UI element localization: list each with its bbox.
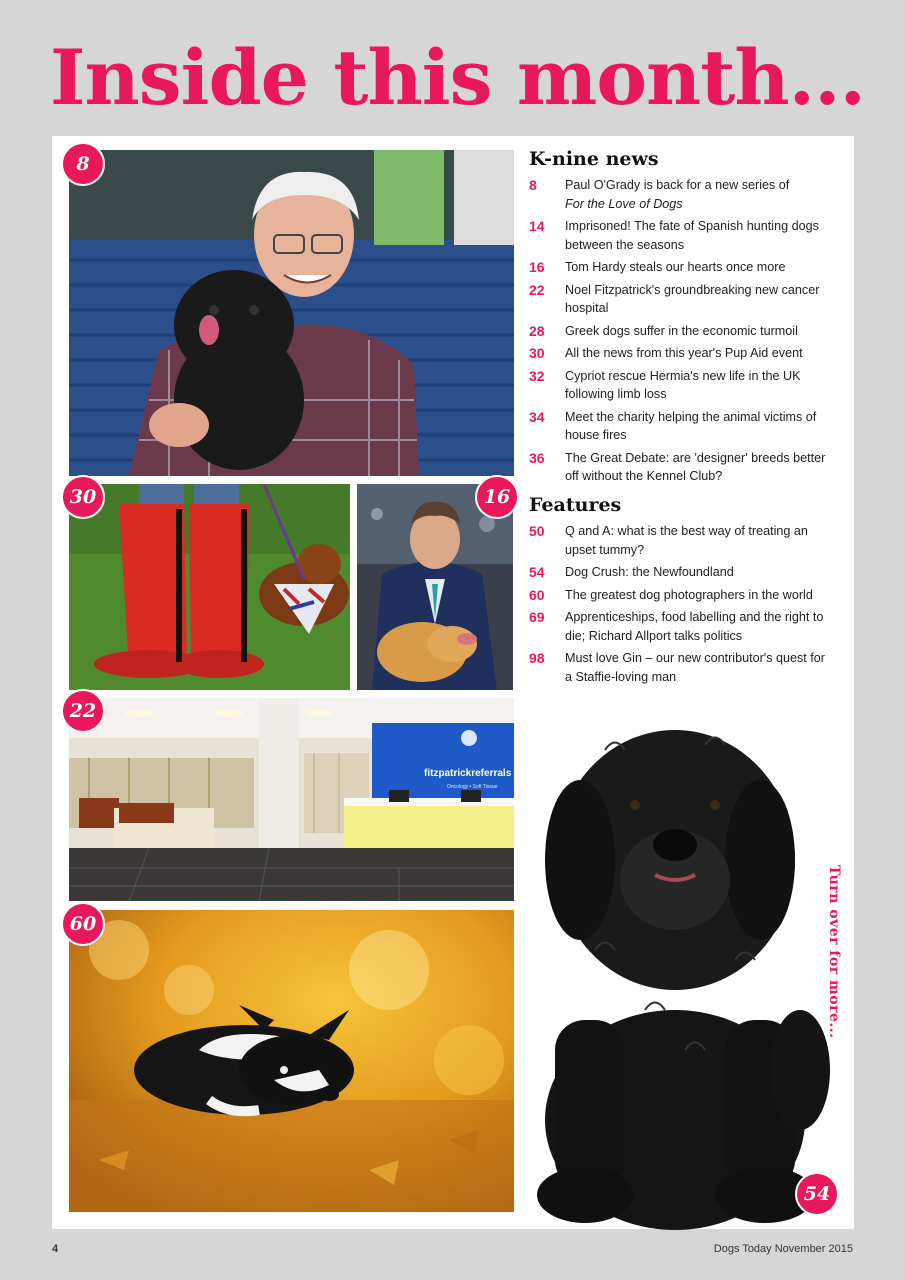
- features-list: [529, 522, 829, 690]
- list-item[interactable]: [529, 449, 829, 486]
- knine-news-list: [529, 176, 829, 490]
- item-text: Apprenticeships, food labelling and the right to die; Richard Allport talks politics: [565, 610, 824, 643]
- item-page: 16: [529, 259, 545, 275]
- item-page: 50: [529, 523, 545, 539]
- item-page: 69: [529, 609, 545, 625]
- item-text: Dog Crush: the Newfoundland: [565, 565, 734, 579]
- item-text: Noel Fitzpatrick's groundbreaking new cancer hospital: [565, 282, 820, 315]
- item-text: Must love Gin – our new contributor's quest for a Staffie-loving man: [565, 651, 825, 684]
- item-text: All the news from this year's Pup Aid event: [565, 346, 803, 360]
- photo-newfoundland-puppy: [515, 690, 845, 1230]
- item-page: 22: [529, 281, 545, 298]
- item-text: Tom Hardy steals our hearts once more: [565, 260, 786, 274]
- list-item[interactable]: [529, 522, 829, 559]
- turn-over-prompt: Turn over for more...: [826, 865, 842, 1039]
- page-badge-30[interactable]: 30: [61, 475, 105, 519]
- section-title-features: Features: [529, 494, 622, 516]
- list-item[interactable]: [529, 367, 829, 404]
- list-item[interactable]: [529, 217, 829, 254]
- item-text: Q and A: what is the best way of treating an upset tummy?: [565, 524, 808, 557]
- item-page: 8: [529, 177, 537, 193]
- footer-page-number: 4: [52, 1243, 59, 1255]
- list-item[interactable]: [529, 563, 829, 582]
- photo-dachshund-wellies: [69, 484, 350, 690]
- item-page: 32: [529, 367, 545, 384]
- item-page: 54: [529, 564, 545, 580]
- page-badge-16[interactable]: 16: [475, 475, 519, 519]
- photo-paul-ogrady-pug: [69, 150, 514, 476]
- clinic-sign-tagline: Oncology • Soft Tissue: [447, 784, 498, 790]
- photo-fitzpatrick-clinic: [69, 698, 514, 901]
- item-text: The Great Debate: are 'designer' breeds better off without the Kennel Club?: [565, 450, 826, 483]
- item-text: The greatest dog photographers in the world: [565, 587, 813, 602]
- list-item[interactable]: [529, 258, 829, 277]
- page-badge-22[interactable]: 22: [61, 689, 105, 733]
- page-badge-8[interactable]: 8: [61, 142, 105, 186]
- item-text: Paul O'Grady is back for a new series of: [565, 178, 790, 192]
- page-headline: Inside this month...: [50, 33, 865, 122]
- page-badge-54[interactable]: 54: [795, 1172, 839, 1216]
- item-text: Cypriot rescue Hermia's new life in the UK following limb loss: [565, 368, 801, 401]
- item-page: 98: [529, 650, 545, 666]
- item-page: 34: [529, 408, 545, 425]
- item-page: 28: [529, 322, 545, 339]
- list-item[interactable]: [529, 586, 829, 605]
- item-page: 36: [529, 449, 545, 466]
- list-item[interactable]: [529, 176, 829, 213]
- page-badge-60[interactable]: 60: [61, 902, 105, 946]
- footer-issue: Dogs Today November 2015: [713, 1243, 853, 1255]
- list-item[interactable]: [529, 322, 829, 341]
- item-page: 60: [529, 586, 545, 603]
- item-text: Meet the charity helping the animal victims of house fires: [565, 409, 817, 442]
- clinic-sign-name: fitzpatrickreferrals: [424, 768, 512, 779]
- item-page: 14: [529, 218, 545, 234]
- item-italic-title: For the Love of Dogs: [565, 196, 683, 211]
- item-text: Imprisoned! The fate of Spanish hunting dogs between the seasons: [565, 219, 819, 252]
- list-item[interactable]: [529, 608, 829, 645]
- list-item[interactable]: [529, 281, 829, 318]
- item-page: 30: [529, 345, 545, 361]
- item-text: Greek dogs suffer in the economic turmoil: [565, 323, 798, 338]
- section-title-knine-news: K-nine news: [529, 148, 659, 170]
- list-item[interactable]: [529, 649, 829, 686]
- list-item[interactable]: [529, 344, 829, 363]
- list-item[interactable]: [529, 408, 829, 445]
- photo-collie-autumn-leaves: [69, 910, 514, 1212]
